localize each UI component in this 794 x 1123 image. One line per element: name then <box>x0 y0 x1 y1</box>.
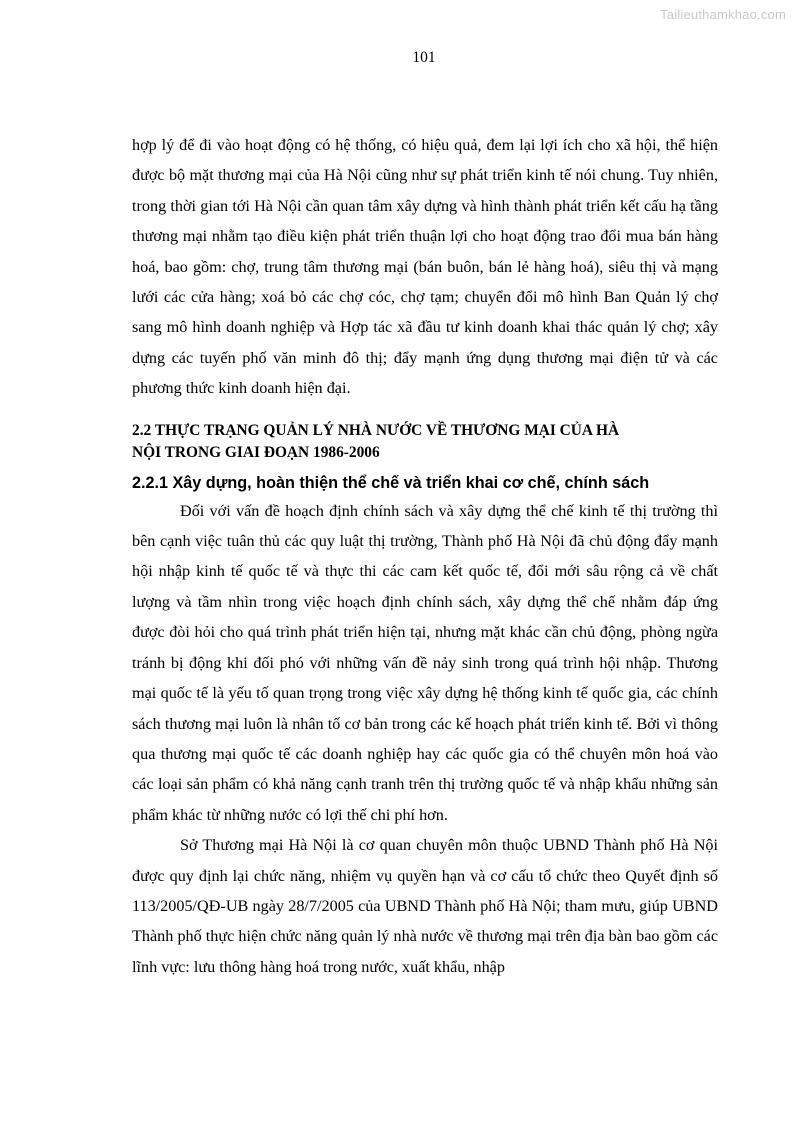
section-heading-line-2: NỘI TRONG GIAI ĐOẠN 1986-2006 <box>132 443 380 461</box>
page-number: 101 <box>412 49 436 66</box>
watermark: Tailieuthamkhao.com <box>660 7 786 22</box>
page-content <box>132 130 718 982</box>
intro-paragraph: hợp lý để đi vào hoạt động có hệ thống, có hiệu quả, đem lại lợi ích cho xã hội, thể hiện được bộ mặt thương mại của Hà Nội cũng như sự phát triển kinh tế nói chung. Tuy nhiên, trong thời gian tới Hà Nội cần quan tâm xây dựng và hình thành phát triển kết cấu hạ tầng thương mại nhằm tạo điều kiện phát triển thuận lợi cho hoạt động trao đổi mua bán hàng hoá, bao gồm: chợ, trung tâm thương mại (bán buôn, bán lẻ hàng hoá), siêu thị và mạng lưới các cửa hàng; xoá bỏ các chợ cóc, chợ tạm; chuyển đổi mô hình Ban Quản lý chợ sang mô hình doanh nghiệp và Hợp tác xã đầu tư kinh doanh khai thác quản lý chợ; xây dựng các tuyến phố văn minh đô thị; đẩy mạnh ứng dụng thương mại điện tử và các phương thức kinh doanh hiện đại. <box>132 136 718 398</box>
section-heading <box>132 420 718 464</box>
subsection-heading: 2.2.1 Xây dựng, hoàn thiện thể chế và triển khai cơ chế, chính sách <box>132 473 650 492</box>
section-heading-line-1: 2.2 THỰC TRẠNG QUẢN LÝ NHÀ NƯỚC VỀ THƯƠNG MẠI CỦA HÀ <box>132 421 620 439</box>
body-paragraph-2: Sở Thương mại Hà Nội là cơ quan chuyên môn thuộc UBND Thành phố Hà Nội được quy định lại chức năng, nhiệm vụ quyền hạn và cơ cấu tổ chức theo Quyết định số 113/2005/QĐ-UB ngày 28/7/2005 của UBND Thành phố Hà Nội; tham mưu, giúp UBND Thành phố thực hiện chức năng quản lý nhà nước về thương mại trên địa bàn bao gồm các lĩnh vực: lưu thông hàng hoá trong nước, xuất khẩu, nhập <box>132 836 718 976</box>
body-paragraph-1: Đối với vấn đề hoạch định chính sách và xây dựng thể chế kinh tế thị trường thì bên cạnh việc tuân thủ các quy luật thị trường, Thành phố Hà Nội đã chủ động đẩy mạnh hội nhập kinh tế quốc tế và thực thi các cam kết quốc tế, đổi mới sâu rộng cả về chất lượng và tầm nhìn trong việc hoạch định chính sách, xây dựng thể chế nhằm đáp ứng được đòi hỏi cho quá trình phát triển hiện tại, nhưng mặt khác cần chủ động, phòng ngừa tránh bị động khi đối phó với những vấn đề nảy sinh trong quá trình hội nhập. Thương mại quốc tế là yếu tố quan trọng trong việc xây dựng hệ thống kinh tế quốc gia, các chính sách thương mại luôn là nhân tố cơ bản trong các kế hoạch phát triển kinh tế. Bởi vì thông qua thương mại quốc tế các doanh nghiệp hay các quốc gia có thể chuyên môn hoá vào các loại sản phẩm có khả năng cạnh tranh trên thị trường quốc tế và nhập khẩu những sản phẩm khác từ những nước có lợi thế chi phí hơn. <box>132 501 718 824</box>
